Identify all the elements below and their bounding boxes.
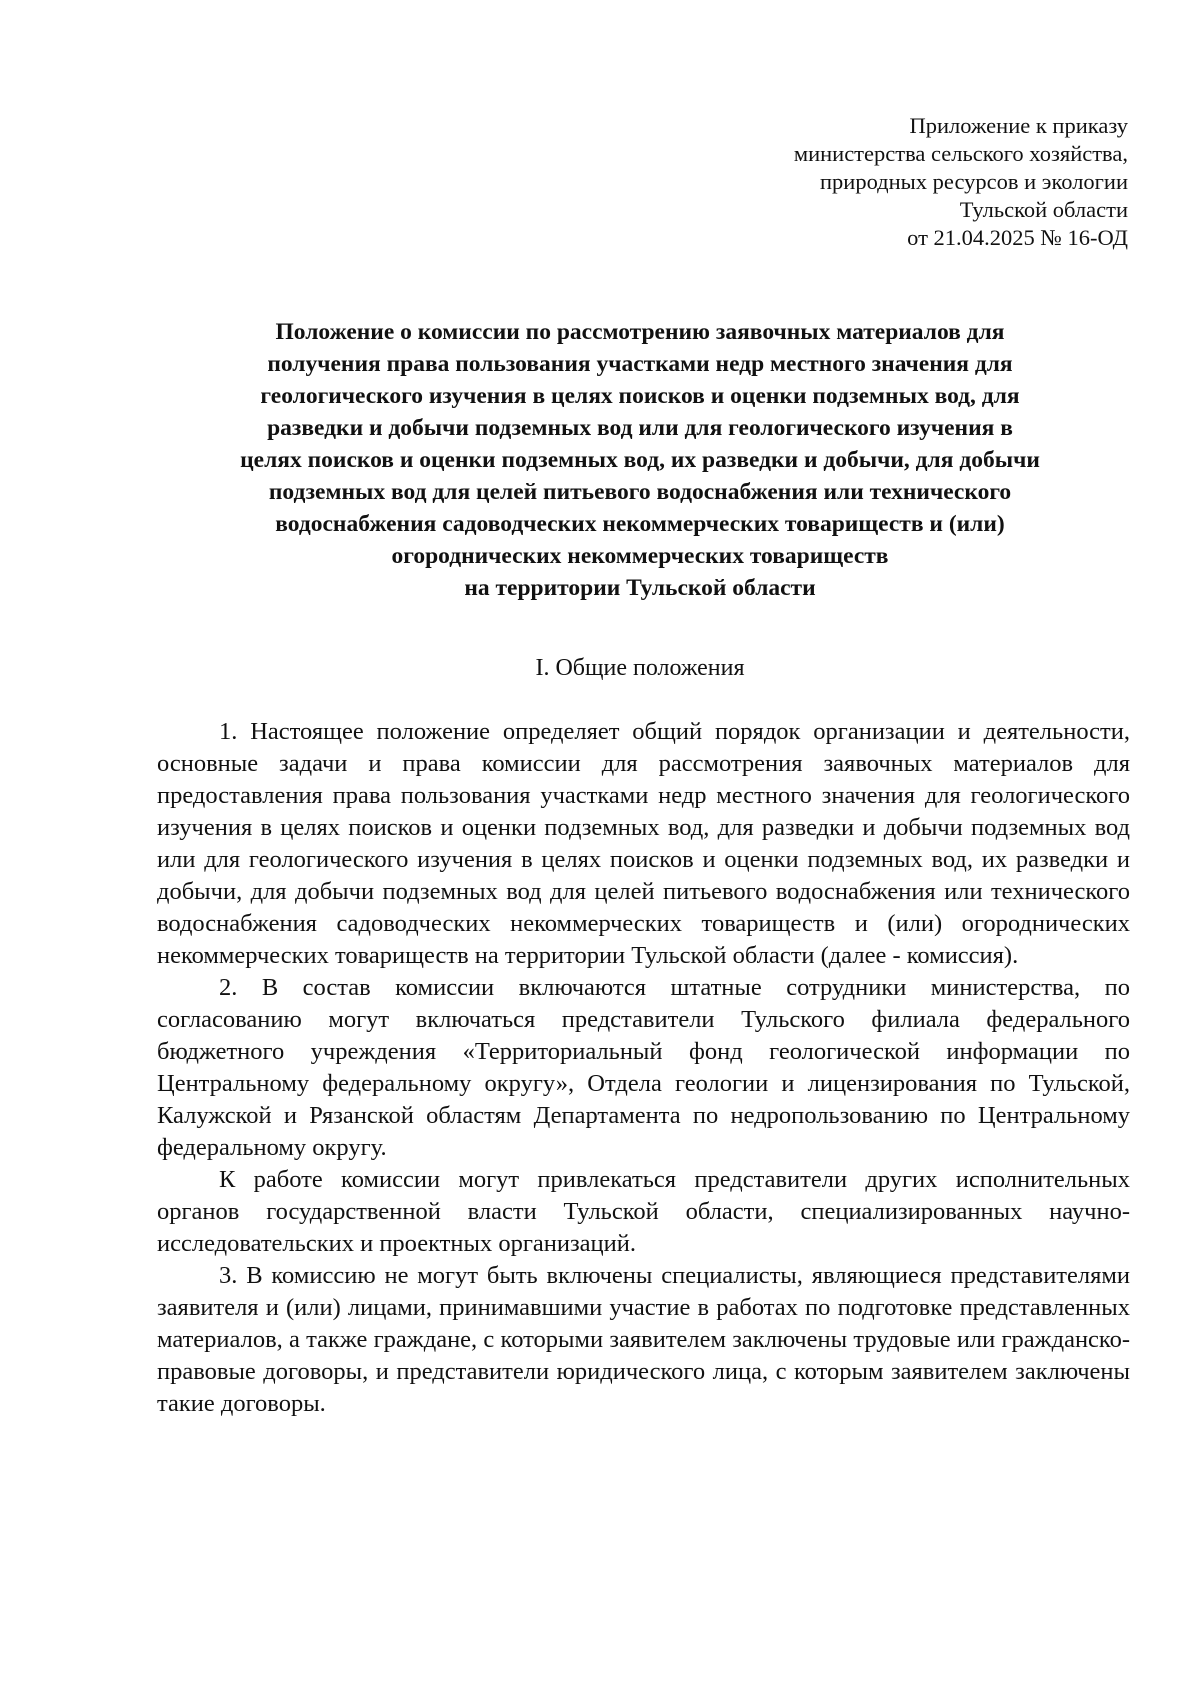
paragraph-2: 2. В состав комиссии включаются штатные сотрудники министерства, по согласованию могут включаться представители Тульского филиала федерального бюджетного учреждения «Территориальный фонд геологической информации по Центральному федеральному округу», Отдела геологии и лицензирования по Тульской, Калужской и Рязанской областям Департамента по недропользованию по Центральному федеральному округу. — [157, 974, 1130, 1161]
appendix-line: министерства сельского хозяйства, — [793, 141, 1128, 166]
document-title — [150, 316, 1130, 604]
document-body — [157, 716, 1130, 1420]
title-line: огороднических некоммерческих товариществ — [391, 543, 889, 569]
appendix-line: Тульской области — [959, 197, 1128, 222]
title-line: водоснабжения садоводческих некоммерческих товариществ и (или) — [275, 511, 1005, 537]
section-heading: I. Общие положения — [535, 655, 745, 681]
title-line: получения права пользования участками недр местного значения для — [267, 351, 1013, 377]
appendix-order-reference: от 21.04.2025 № 16-ОД — [907, 225, 1128, 250]
appendix-block — [600, 112, 1128, 252]
title-line: разведки и добычи подземных вод или для геологического изучения в — [267, 415, 1013, 441]
paragraph-1: 1. Настоящее положение определяет общий порядок организации и деятельности, основные задачи и права комиссии для рассмотрения заявочных материалов для предоставления права пользования участками недр местного значения для геологического изучения в целях поисков и оценки подземных вод, для разведки и добычи подземных вод или для геологического изучения в целях поисков и оценки подземных вод, их разведки и добычи, для добычи подземных вод для целей питьевого водоснабжения или технического водоснабжения садоводческих некоммерческих товариществ и (или) огороднических некоммерческих товариществ на территории Тульской области (далее - комиссия). — [157, 718, 1130, 969]
appendix-line: Приложение к приказу — [909, 113, 1128, 138]
paragraph-3: 3. В комиссию не могут быть включены специалисты, являющиеся представителями заявителя и (или) лицами, принимавшими участие в работах по подготовке представленных материалов, а также граждане, с которыми заявителем заключены трудовые или гражданско-правовые договоры, и представители юридического лица, с которым заявителем заключены такие договоры. — [157, 1262, 1130, 1417]
title-line: подземных вод для целей питьевого водоснабжения или технического — [268, 479, 1012, 505]
title-line: целях поисков и оценки подземных вод, их разведки и добычи, для добычи — [240, 447, 1040, 473]
paragraph-2-continuation: К работе комиссии могут привлекаться представители других исполнительных органов государственной власти Тульской области, специализированных научно-исследовательских и проектных организаций. — [157, 1166, 1130, 1257]
title-line: на территории Тульской области — [464, 575, 816, 601]
appendix-line: природных ресурсов и экологии — [820, 169, 1128, 194]
title-line: Положение о комиссии по рассмотрению заявочных материалов для — [275, 319, 1005, 345]
title-line: геологического изучения в целях поисков и оценки подземных вод, для — [260, 383, 1020, 409]
